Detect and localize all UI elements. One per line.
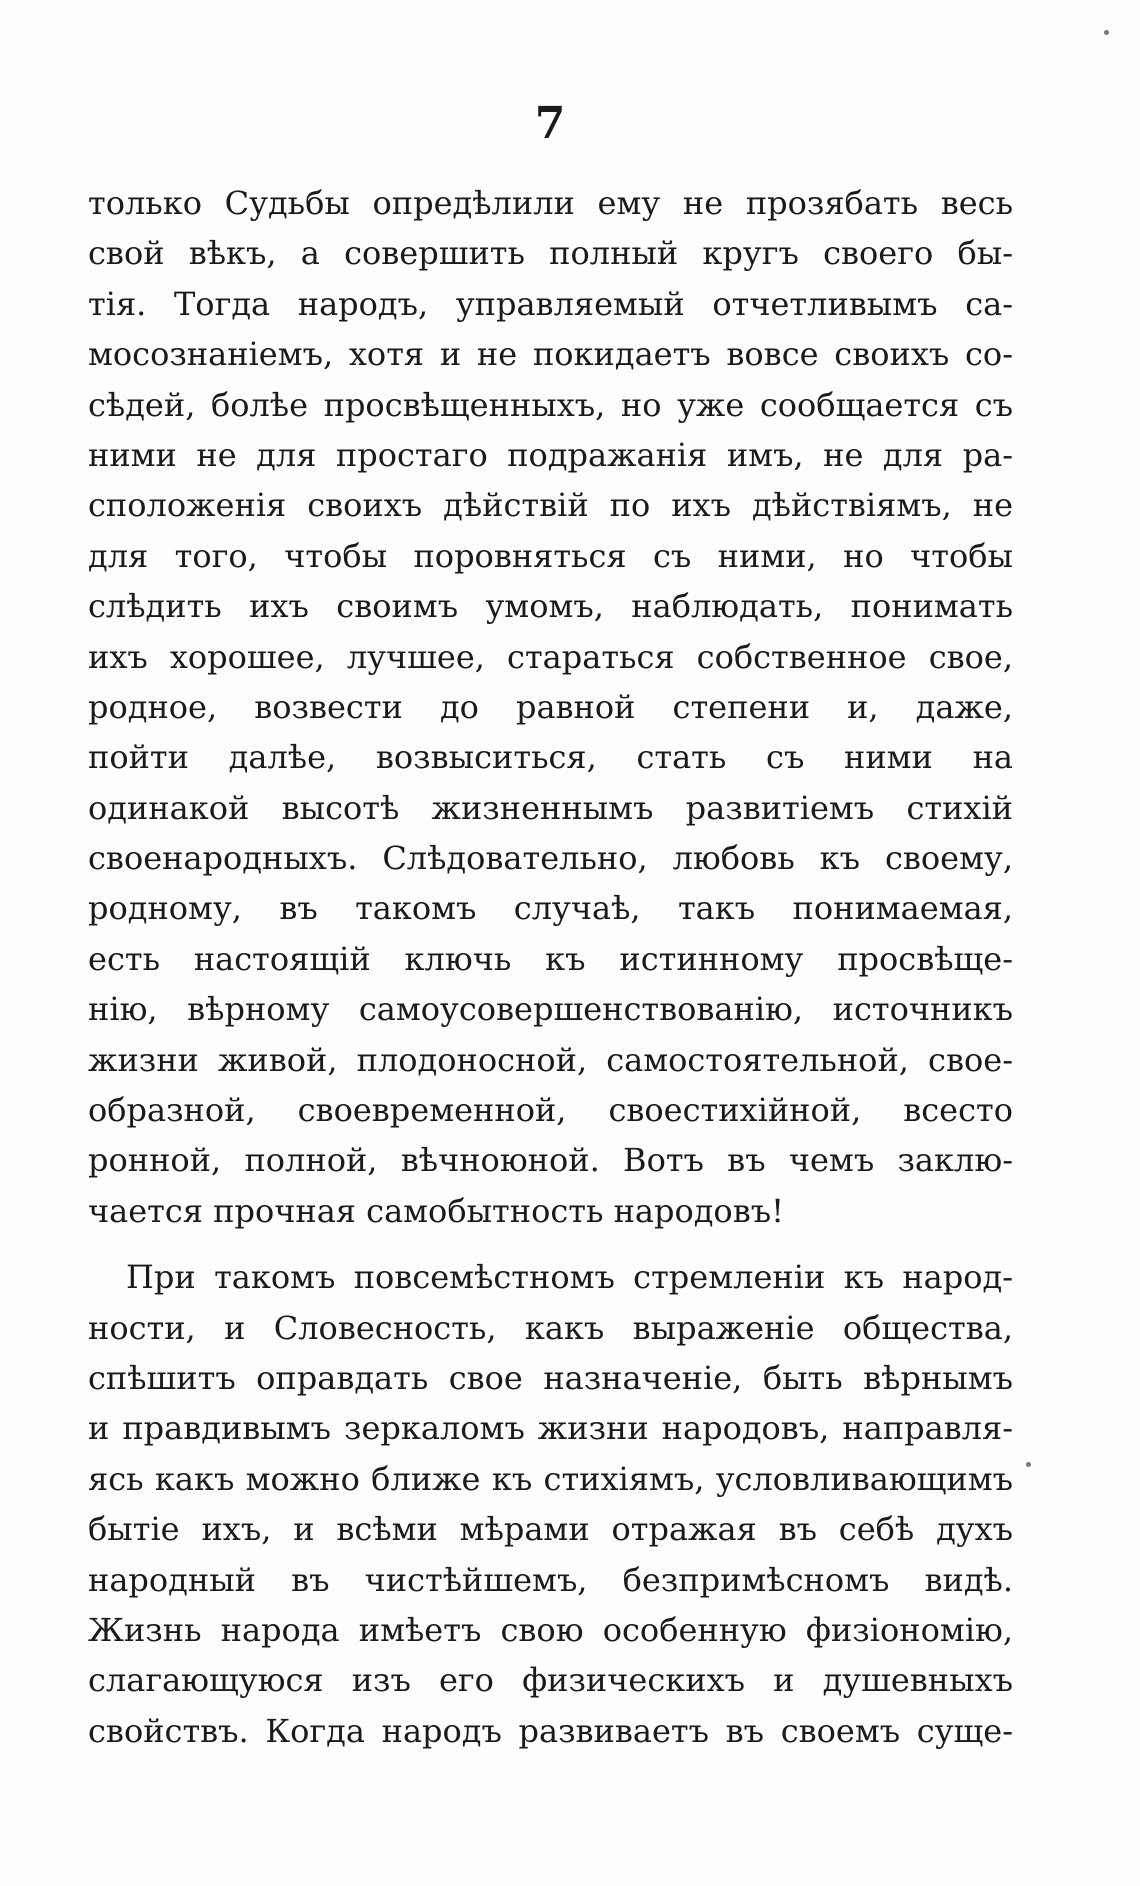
text-line: ясь какъ можно ближе къ стихіямъ, условливающимъ bbox=[88, 1459, 1013, 1498]
text-line: свойствъ. Когда народъ развиваетъ въ своемъ суще- bbox=[88, 1711, 1013, 1750]
text-line: пойти далѣе, возвыситься, стать съ ними на bbox=[88, 738, 1013, 777]
text-line: образной, своевременной, своестихійной, всесто bbox=[88, 1091, 1013, 1130]
text-line: слѣдить ихъ своимъ умомъ, наблюдать, понимать bbox=[88, 587, 1013, 626]
text-line: ности, и Словесность, какъ выраженіе общества, bbox=[88, 1308, 1013, 1347]
text-line: есть настоящій ключь къ истинному просвѣще- bbox=[88, 939, 1013, 978]
paragraph-gap bbox=[88, 1236, 1013, 1252]
text-line: При такомъ повсемѣстномъ стремленіи къ народ- bbox=[126, 1258, 1013, 1297]
speck-mark bbox=[1104, 30, 1109, 35]
text-line: Жизнь народа имѣетъ свою особенную физіономію, bbox=[88, 1610, 1013, 1649]
text-line: ронной, полной, вѣчноюной. Вотъ въ чемъ заклю- bbox=[88, 1141, 1013, 1180]
paragraph-2 bbox=[88, 1252, 1013, 1756]
text-line: мосознаніемъ, хотя и не покидаетъ вовсе своихъ со- bbox=[88, 335, 1013, 374]
paragraph-1 bbox=[88, 178, 1013, 1236]
text-line: тія. Тогда народъ, управляемый отчетливымъ са- bbox=[88, 284, 1013, 323]
text-line: жизни живой, плодоносной, самостоятельной, свое- bbox=[88, 1040, 1013, 1079]
text-line: свой вѣкъ, а совершить полный кругъ своего бы- bbox=[88, 234, 1013, 273]
text-line: родному, въ такомъ случаѣ, такъ понимаемая, bbox=[88, 889, 1013, 928]
text-line: слагающуюся изъ его физическихъ и душевныхъ bbox=[88, 1661, 1013, 1700]
text-line: и правдивымъ зеркаломъ жизни народовъ, направля- bbox=[88, 1409, 1013, 1448]
text-line: одинакой высотѣ жизненнымъ развитіемъ стихій bbox=[88, 788, 1013, 827]
text-line: чается прочная самобытность народовъ! bbox=[88, 1191, 784, 1230]
text-line: для того, чтобы поровняться съ ними, но чтобы bbox=[88, 536, 1013, 575]
text-line: спѣшитъ оправдать свое назначеніе, быть вѣрнымъ bbox=[88, 1358, 1013, 1397]
text-line: ихъ хорошее, лучшее, стараться собственное свое, bbox=[88, 637, 1013, 676]
text-line: нію, вѣрному самоусовершенствованію, источникъ bbox=[88, 990, 1013, 1029]
text-line: сположенія своихъ дѣйствій по ихъ дѣйствіямъ, не bbox=[88, 486, 1013, 525]
text-line: ними не для простаго подражанія имъ, не для ра- bbox=[88, 435, 1013, 474]
text-line: бытіе ихъ, и всѣми мѣрами отражая въ себѣ духъ bbox=[88, 1510, 1013, 1549]
text-line: народный въ чистѣйшемъ, безпримѣсномъ видѣ. bbox=[88, 1560, 1013, 1599]
text-line: только Судьбы опредѣлили ему не прозябать весь bbox=[88, 184, 1013, 222]
text-line: своенародныхъ. Слѣдовательно, любовь къ своему, bbox=[88, 839, 1013, 878]
text-block bbox=[88, 178, 1013, 1756]
speck-mark bbox=[1026, 1462, 1031, 1467]
page-number: 7 bbox=[534, 98, 566, 149]
text-line: родное, возвести до равной степени и, даже, bbox=[88, 687, 1013, 726]
text-line: сѣдей, болѣе просвѣщенныхъ, но уже сообщается съ bbox=[88, 385, 1013, 424]
